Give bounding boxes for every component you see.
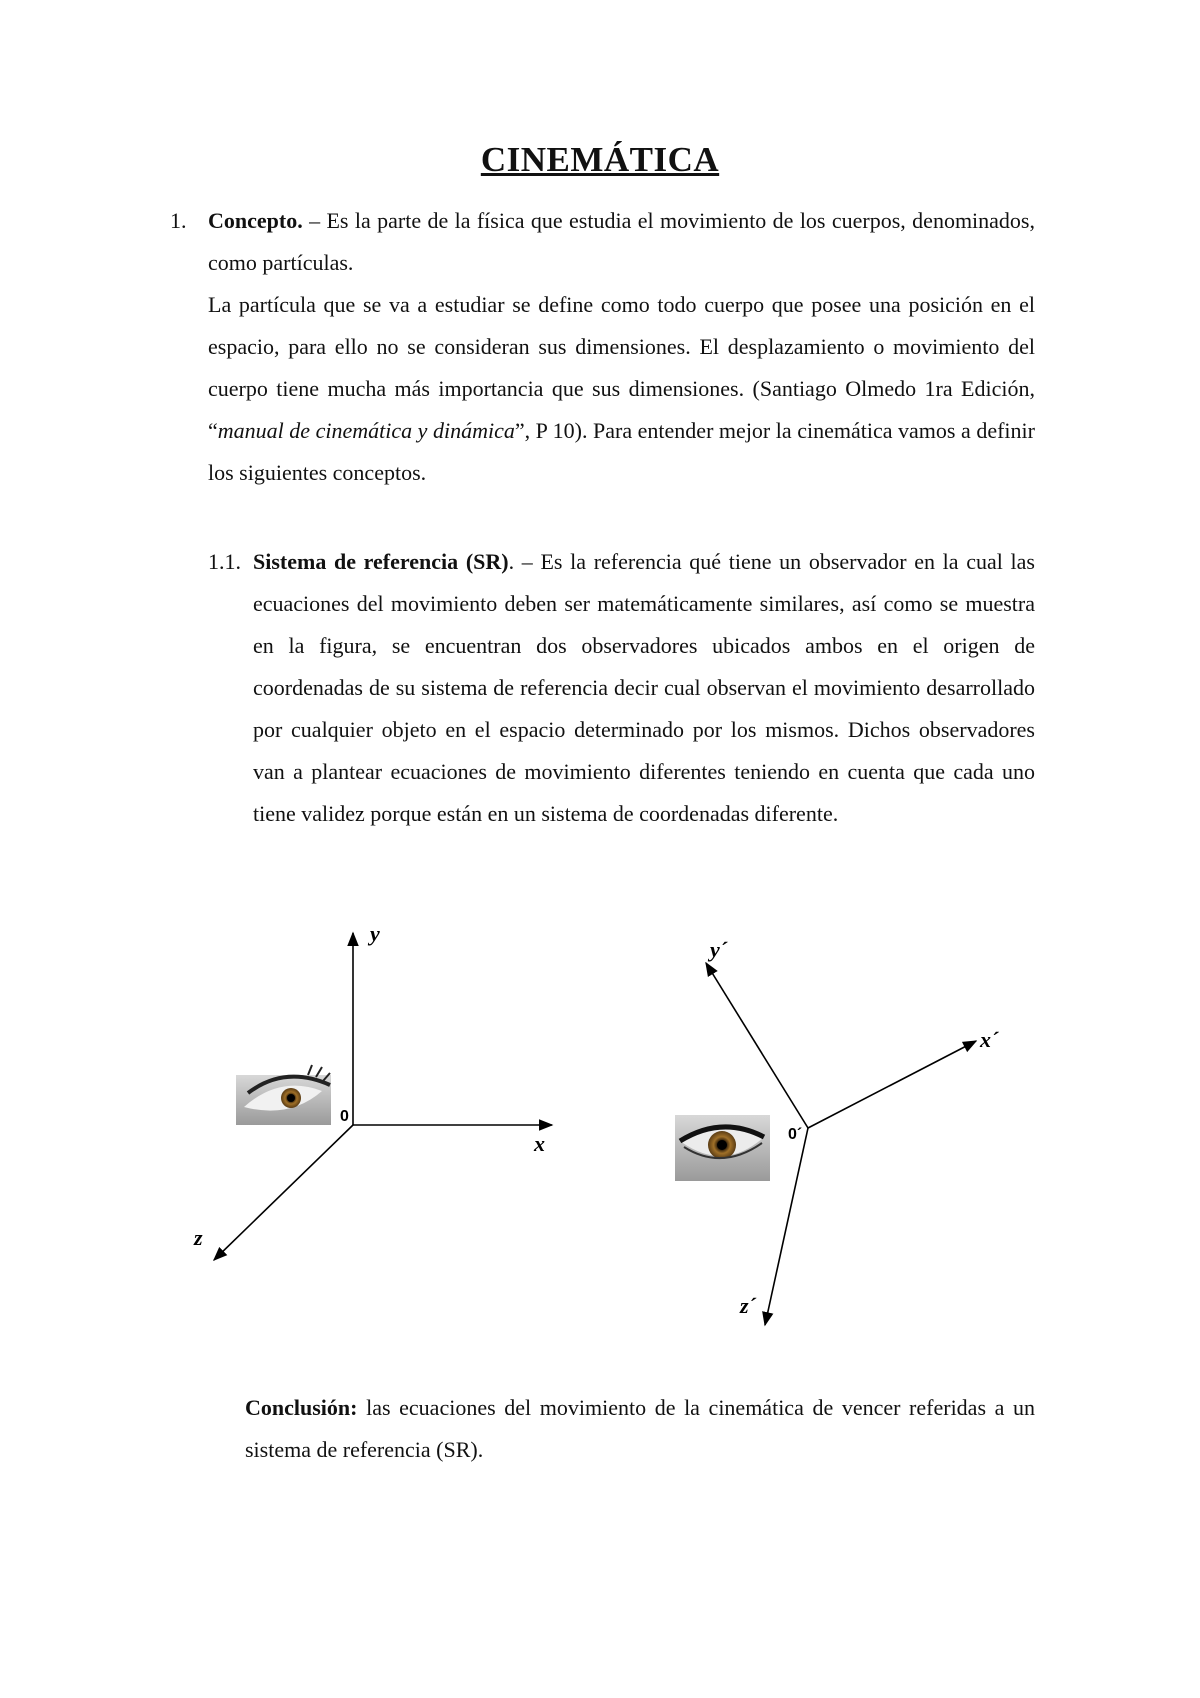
left-z-axis [214, 1125, 353, 1260]
concept-heading: Concepto. [208, 208, 303, 233]
left-origin-label: 0 [340, 1108, 349, 1125]
particle-text-end: ”, P 10). Para entender mejor la cinemática vamos a definir los siguientes conceptos. [208, 418, 1035, 485]
concept-paragraph [208, 200, 1035, 284]
left-y-label: y [370, 921, 380, 946]
right-z-label: z´ [740, 1293, 756, 1318]
right-x-label: x´ [980, 1027, 999, 1052]
left-frame [193, 921, 552, 1260]
right-y-label: y´ [710, 937, 728, 962]
particle-paragraph [208, 284, 1035, 494]
reference-frames-figure [190, 915, 1050, 1345]
reference-system-heading: Sistema de referencia (SR) [253, 549, 509, 574]
particle-text: La partícula que se va a estudiar se define como todo cuerpo que posee una posición en el espacio, para ello no se consideran sus dimensiones. El desplazamiento o movimiento del cuerpo tiene mucha más importancia que sus dimensiones. (Santiago Olmedo 1ra Edición, “ [208, 292, 1035, 443]
right-origin-label: 0´ [788, 1126, 803, 1143]
left-x-label: x [534, 1131, 545, 1156]
right-frame [675, 937, 999, 1325]
reference-system-text: . – Es la referencia qué tiene un observador en la cual las ecuaciones del movimiento deben ser matemáticamente similares, así como se muestra en la figura, se encuentran dos observadores ubicados ambos en el origen de coordenadas de su sistema de referencia decir cual observan el movimiento desarrollado por cualquier objeto en el espacio determinado por los mismos. Dichos observadores van a plantear ecuaciones de movimiento diferentes teniendo en cuenta que cada uno tiene validez porque están en un sistema de coordenadas diferente. [253, 549, 1035, 826]
concept-text: – Es la parte de la física que estudia el movimiento de los cuerpos, denominados, como partículas. [208, 208, 1035, 275]
section-number: 1. [170, 208, 187, 233]
right-x-axis [808, 1041, 976, 1128]
page-title: CINEMÁTICA [480, 140, 720, 179]
right-y-axis [706, 963, 808, 1128]
right-eye-icon [675, 1115, 770, 1181]
reference-system-paragraph [253, 541, 1035, 835]
subsection-number: 1.1. [208, 549, 241, 574]
left-z-label: z [194, 1225, 203, 1250]
book-title: manual de cinemática y dinámica [217, 418, 515, 443]
left-eye-icon [236, 1065, 331, 1125]
conclusion-label: Conclusión: [245, 1395, 358, 1420]
conclusion-paragraph [245, 1387, 1035, 1471]
right-z-axis [765, 1128, 808, 1325]
conclusion-text: las ecuaciones del movimiento de la cinemática de vencer referidas a un sistema de referencia (SR). [245, 1395, 1035, 1462]
